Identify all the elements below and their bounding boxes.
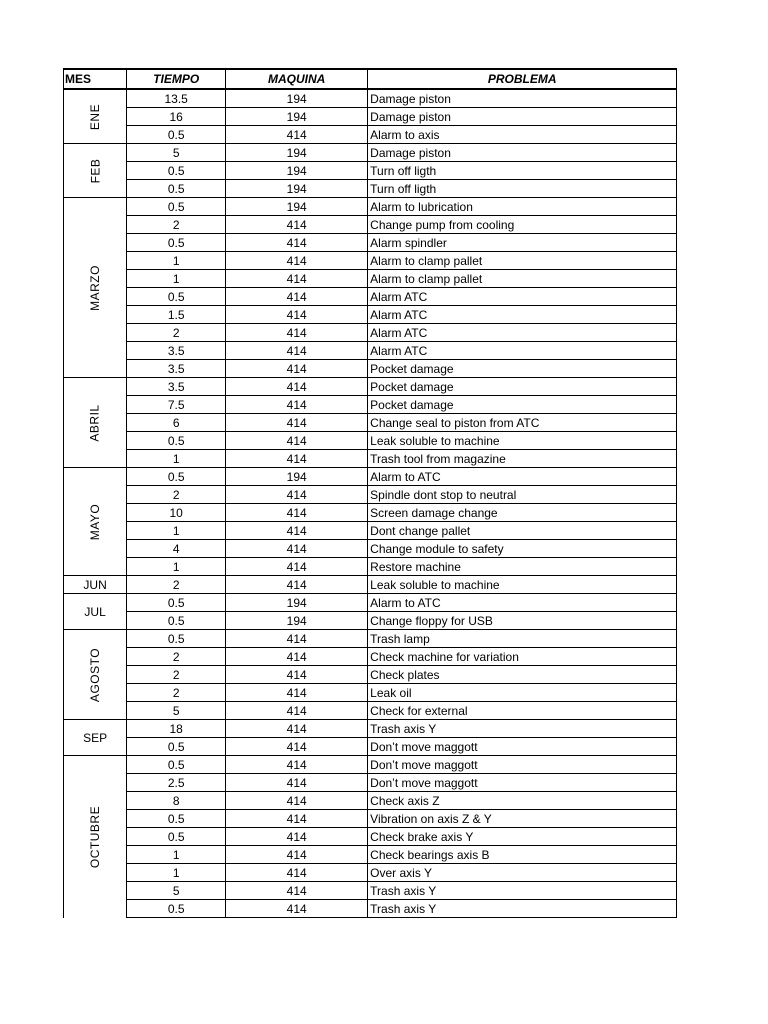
maquina-cell: 414	[226, 882, 368, 900]
table-row	[64, 144, 677, 162]
month-label: ABRIL	[88, 403, 103, 442]
tiempo-cell: 0.5	[127, 630, 226, 648]
problema-cell: Damage piston	[368, 89, 677, 108]
table-row	[64, 882, 677, 900]
tiempo-cell: 0.5	[127, 432, 226, 450]
month-cell	[64, 89, 127, 144]
tiempo-cell: 3.5	[127, 360, 226, 378]
maquina-cell: 414	[226, 324, 368, 342]
tiempo-cell: 3.5	[127, 342, 226, 360]
maquina-cell: 194	[226, 108, 368, 126]
problema-cell: Vibration on axis Z & Y	[368, 810, 677, 828]
maquina-cell: 414	[226, 684, 368, 702]
tiempo-cell: 1	[127, 558, 226, 576]
maquina-cell: 194	[226, 89, 368, 108]
month-label: OCTUBRE	[88, 805, 103, 868]
problema-cell: Alarm to ATC	[368, 594, 677, 612]
month-label: AGOSTO	[88, 647, 103, 702]
tiempo-cell: 0.5	[127, 900, 226, 918]
table-row	[64, 89, 677, 108]
tiempo-cell: 0.5	[127, 828, 226, 846]
month-cell	[64, 468, 127, 576]
table-row	[64, 774, 677, 792]
table-row	[64, 288, 677, 306]
table-body	[64, 89, 677, 918]
table-row	[64, 594, 677, 612]
table-row	[64, 576, 677, 594]
tiempo-cell: 3.5	[127, 378, 226, 396]
problema-cell: Damage piston	[368, 108, 677, 126]
problema-cell: Restore machine	[368, 558, 677, 576]
problema-cell: Don’t move maggott	[368, 756, 677, 774]
problema-cell: Pocket damage	[368, 396, 677, 414]
problema-cell: Trash axis Y	[368, 900, 677, 918]
tiempo-cell: 0.5	[127, 468, 226, 486]
problema-cell: Alarm to clamp pallet	[368, 252, 677, 270]
tiempo-cell: 6	[127, 414, 226, 432]
tiempo-cell: 2	[127, 648, 226, 666]
maquina-cell: 414	[226, 738, 368, 756]
month-cell	[64, 720, 127, 756]
maquina-cell: 414	[226, 504, 368, 522]
table-row	[64, 432, 677, 450]
problema-cell: Leak soluble to machine	[368, 432, 677, 450]
tiempo-cell: 2	[127, 486, 226, 504]
table-row	[64, 450, 677, 468]
maquina-cell: 414	[226, 306, 368, 324]
problema-cell: Trash axis Y	[368, 882, 677, 900]
table-row	[64, 198, 677, 216]
problema-cell: Change floppy for USB	[368, 612, 677, 630]
maquina-cell: 414	[226, 864, 368, 882]
table-row	[64, 468, 677, 486]
maquina-cell: 414	[226, 360, 368, 378]
tiempo-cell: 1	[127, 270, 226, 288]
maquina-cell: 194	[226, 162, 368, 180]
problema-cell: Alarm ATC	[368, 324, 677, 342]
table-row	[64, 666, 677, 684]
maquina-cell: 414	[226, 576, 368, 594]
problema-cell: Alarm to clamp pallet	[368, 270, 677, 288]
table-row	[64, 810, 677, 828]
month-label: ENE	[88, 103, 103, 130]
problema-cell: Leak soluble to machine	[368, 576, 677, 594]
maquina-cell: 414	[226, 252, 368, 270]
tiempo-cell: 16	[127, 108, 226, 126]
maquina-cell: 194	[226, 180, 368, 198]
table-row	[64, 324, 677, 342]
tiempo-cell: 4	[127, 540, 226, 558]
table-row	[64, 702, 677, 720]
maquina-cell: 414	[226, 396, 368, 414]
maquina-cell: 414	[226, 486, 368, 504]
tiempo-cell: 8	[127, 792, 226, 810]
table-row	[64, 234, 677, 252]
header-problema: PROBLEMA	[368, 69, 677, 89]
tiempo-cell: 10	[127, 504, 226, 522]
tiempo-cell: 0.5	[127, 810, 226, 828]
table-row	[64, 864, 677, 882]
table-row	[64, 162, 677, 180]
month-cell	[64, 378, 127, 468]
problema-cell: Change pump from cooling	[368, 216, 677, 234]
problema-cell: Check plates	[368, 666, 677, 684]
maquina-cell: 414	[226, 288, 368, 306]
maquina-cell: 414	[226, 234, 368, 252]
table-row	[64, 684, 677, 702]
tiempo-cell: 0.5	[127, 126, 226, 144]
table-row	[64, 720, 677, 738]
header-mes: MES	[64, 69, 127, 89]
table-row	[64, 792, 677, 810]
table-row	[64, 756, 677, 774]
month-cell	[64, 198, 127, 378]
table-row	[64, 270, 677, 288]
problema-cell: Don’t move maggott	[368, 738, 677, 756]
tiempo-cell: 0.5	[127, 180, 226, 198]
problema-cell: Change module to safety	[368, 540, 677, 558]
month-cell	[64, 630, 127, 720]
tiempo-cell: 7.5	[127, 396, 226, 414]
maquina-cell: 414	[226, 630, 368, 648]
table-row	[64, 396, 677, 414]
table-row	[64, 738, 677, 756]
maquina-cell: 414	[226, 666, 368, 684]
month-label: JUN	[83, 577, 107, 592]
maquina-cell: 194	[226, 144, 368, 162]
tiempo-cell: 5	[127, 702, 226, 720]
tiempo-cell: 2	[127, 324, 226, 342]
table-row	[64, 306, 677, 324]
maquina-cell: 414	[226, 540, 368, 558]
tiempo-cell: 2	[127, 684, 226, 702]
problema-cell: Dont change pallet	[368, 522, 677, 540]
maquina-cell: 194	[226, 468, 368, 486]
tiempo-cell: 2	[127, 666, 226, 684]
problema-cell: Check axis Z	[368, 792, 677, 810]
month-label: SEP	[83, 730, 108, 745]
problema-cell: Damage piston	[368, 144, 677, 162]
month-label: FEB	[88, 158, 103, 183]
table-row	[64, 180, 677, 198]
maintenance-table	[63, 68, 677, 918]
tiempo-cell: 1	[127, 450, 226, 468]
maquina-cell: 414	[226, 522, 368, 540]
tiempo-cell: 0.5	[127, 594, 226, 612]
problema-cell: Alarm spindler	[368, 234, 677, 252]
problema-cell: Alarm to axis	[368, 126, 677, 144]
tiempo-cell: 5	[127, 882, 226, 900]
problema-cell: Alarm to lubrication	[368, 198, 677, 216]
tiempo-cell: 0.5	[127, 738, 226, 756]
maquina-cell: 414	[226, 378, 368, 396]
table-row	[64, 612, 677, 630]
table-row	[64, 414, 677, 432]
tiempo-cell: 0.5	[127, 234, 226, 252]
problema-cell: Don’t move maggott	[368, 774, 677, 792]
tiempo-cell: 2	[127, 216, 226, 234]
maquina-cell: 414	[226, 414, 368, 432]
table-row	[64, 108, 677, 126]
maquina-cell: 194	[226, 198, 368, 216]
header-tiempo: TIEMPO	[127, 69, 226, 89]
problema-cell: Alarm to ATC	[368, 468, 677, 486]
table-row	[64, 360, 677, 378]
tiempo-cell: 1	[127, 252, 226, 270]
table-row	[64, 126, 677, 144]
table-row	[64, 828, 677, 846]
month-label: MAYO	[88, 503, 103, 540]
tiempo-cell: 2.5	[127, 774, 226, 792]
tiempo-cell: 13.5	[127, 89, 226, 108]
problema-cell: Trash tool from magazine	[368, 450, 677, 468]
table-row	[64, 846, 677, 864]
maquina-cell: 414	[226, 216, 368, 234]
maquina-cell: 414	[226, 828, 368, 846]
problema-cell: Over axis Y	[368, 864, 677, 882]
problema-cell: Screen damage change	[368, 504, 677, 522]
maquina-cell: 414	[226, 126, 368, 144]
month-cell	[64, 594, 127, 630]
table-row	[64, 504, 677, 522]
problema-cell: Trash axis Y	[368, 720, 677, 738]
table-row	[64, 486, 677, 504]
month-label: MARZO	[88, 264, 103, 311]
problema-cell: Check brake axis Y	[368, 828, 677, 846]
month-label: JUL	[84, 604, 106, 619]
table-row	[64, 630, 677, 648]
tiempo-cell: 2	[127, 576, 226, 594]
tiempo-cell: 1.5	[127, 306, 226, 324]
maquina-cell: 414	[226, 720, 368, 738]
maquina-cell: 414	[226, 432, 368, 450]
problema-cell: Change seal to piston from ATC	[368, 414, 677, 432]
tiempo-cell: 0.5	[127, 756, 226, 774]
tiempo-cell: 5	[127, 144, 226, 162]
maquina-cell: 414	[226, 270, 368, 288]
maquina-cell: 414	[226, 648, 368, 666]
problema-cell: Trash lamp	[368, 630, 677, 648]
month-cell	[64, 144, 127, 198]
problema-cell: Spindle dont stop to neutral	[368, 486, 677, 504]
maquina-cell: 414	[226, 810, 368, 828]
maquina-cell: 414	[226, 846, 368, 864]
maquina-cell: 414	[226, 342, 368, 360]
tiempo-cell: 1	[127, 846, 226, 864]
month-cell	[64, 576, 127, 594]
header-row	[64, 69, 677, 89]
problema-cell: Pocket damage	[368, 360, 677, 378]
problema-cell: Turn off ligth	[368, 162, 677, 180]
problema-cell: Check machine for variation	[368, 648, 677, 666]
problema-cell: Leak oil	[368, 684, 677, 702]
month-cell	[64, 756, 127, 918]
maquina-cell: 194	[226, 594, 368, 612]
maquina-cell: 414	[226, 756, 368, 774]
tiempo-cell: 1	[127, 864, 226, 882]
table-row	[64, 342, 677, 360]
table-row	[64, 378, 677, 396]
problema-cell: Alarm ATC	[368, 342, 677, 360]
problema-cell: Check bearings axis B	[368, 846, 677, 864]
table-row	[64, 252, 677, 270]
maquina-cell: 414	[226, 558, 368, 576]
problema-cell: Alarm ATC	[368, 306, 677, 324]
problema-cell: Pocket damage	[368, 378, 677, 396]
table-row	[64, 900, 677, 918]
maquina-cell: 414	[226, 792, 368, 810]
table-row	[64, 648, 677, 666]
maquina-cell: 414	[226, 774, 368, 792]
tiempo-cell: 0.5	[127, 612, 226, 630]
tiempo-cell: 0.5	[127, 288, 226, 306]
tiempo-cell: 0.5	[127, 162, 226, 180]
problema-cell: Turn off ligth	[368, 180, 677, 198]
header-maquina: MAQUINA	[226, 69, 368, 89]
problema-cell: Alarm ATC	[368, 288, 677, 306]
table-row	[64, 216, 677, 234]
tiempo-cell: 0.5	[127, 198, 226, 216]
table-row	[64, 558, 677, 576]
maquina-cell: 414	[226, 900, 368, 918]
maquina-cell: 414	[226, 702, 368, 720]
maquina-cell: 194	[226, 612, 368, 630]
tiempo-cell: 1	[127, 522, 226, 540]
table-row	[64, 540, 677, 558]
tiempo-cell: 18	[127, 720, 226, 738]
problema-cell: Check for external	[368, 702, 677, 720]
maquina-cell: 414	[226, 450, 368, 468]
table-row	[64, 522, 677, 540]
